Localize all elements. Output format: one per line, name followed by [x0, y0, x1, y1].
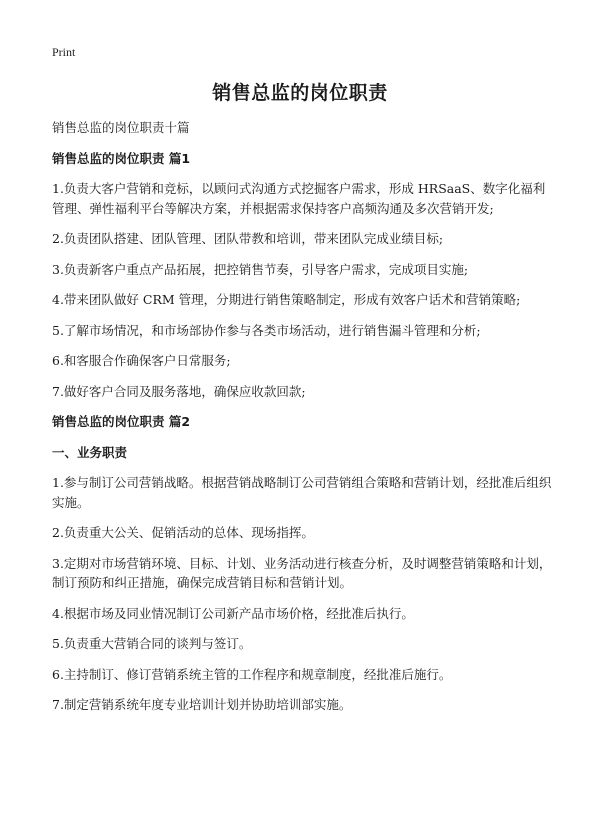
- duty-item: 3.负责新客户重点产品拓展，把控销售节奏，引导客户需求，完成项目实施;: [52, 261, 469, 277]
- print-link[interactable]: Print: [52, 45, 76, 59]
- duty-item: 6.和客服合作确保客户日常服务;: [52, 353, 231, 368]
- duty-item: 5.负责重大营销合同的谈判与签订。: [52, 636, 252, 651]
- section-heading-2: 销售总监的岗位职责 篇2: [52, 414, 191, 429]
- page-title: 销售总监的岗位职责: [212, 82, 388, 104]
- section-heading-1: 销售总监的岗位职责 篇1: [52, 150, 191, 166]
- duty-item: 4.带来团队做好 CRM 管理，分期进行销售策略制定，形成有效客户话术和营销策略;: [52, 292, 521, 307]
- duty-item: 1.参与制订公司营销战略。根据营销战略制订公司营销组合策略和营销计划，经批准后组织实施。: [52, 475, 552, 510]
- duty-item: 7.做好客户合同及服务落地，确保应收款回款;: [52, 383, 306, 399]
- duty-item: 1.负责大客户营销和竞标，以顾问式沟通方式挖掘客户需求，形成 HRSaaS、数字化福利管理、弹性福利平台等解决方案，并根据需求保持客户高频沟通及多次营销开发;: [52, 181, 546, 216]
- duty-item: 5.了解市场情况，和市场部协作参与各类市场活动，进行销售漏斗管理和分析;: [52, 322, 481, 338]
- duty-item: 2.负责团队搭建、团队管理、团队带教和培训，带来团队完成业绩目标;: [52, 231, 444, 246]
- duty-item: 3.定期对市场营销环境、目标、计划、业务活动进行核查分析，及时调整营销策略和计划，制订预防和纠正措施，确保完成营销目标和营销计划。: [52, 555, 552, 590]
- article-subtitle: 销售总监的岗位职责十篇: [52, 120, 190, 135]
- duty-item: 6.主持制订、修订营销系统主管的工作程序和规章制度，经批准后施行。: [52, 666, 452, 682]
- article-body: [52, 118, 552, 726]
- duty-item: 4.根据市场及同业情况制订公司新产品市场价格，经批准后执行。: [52, 605, 414, 621]
- duty-item: 7.制定营销系统年度专业培训计划并协助培训部实施。: [52, 697, 352, 712]
- duty-item: 2.负责重大公关、促销活动的总体、现场指挥。: [52, 525, 314, 540]
- subsection-heading: 一、业务职责: [52, 444, 128, 460]
